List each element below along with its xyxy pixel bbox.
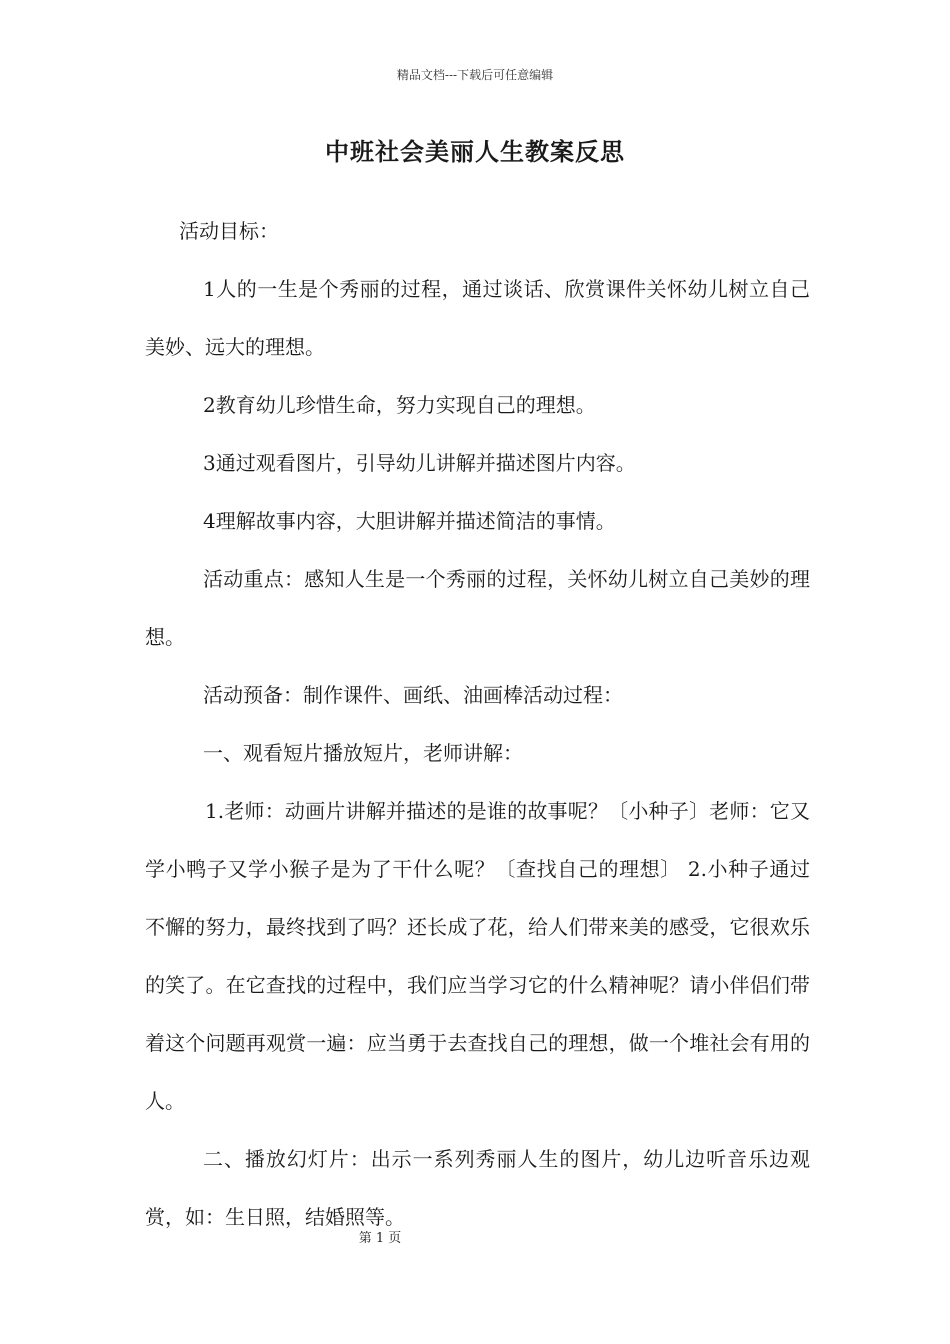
paragraph-activity-focus: 活动重点：感知人生是一个秀丽的过程，关怀幼儿树立自己美妙的理想。 xyxy=(145,567,810,649)
page-footer: 第 1 页 xyxy=(358,1231,402,1246)
paragraph-goal-4: 4理解故事内容，大胆讲解并描述简洁的事情。 xyxy=(203,509,616,533)
paragraph-teacher-dialogue: 1.老师：动画片讲解并描述的是谁的故事呢？〔小种子〕老师：它又学小鸭子又学小猴子是为了干什么呢？〔查找自己的理想〕 2.小种子通过不懈的努力，最终找到了吗？还长成了花，给人们带来美的感受，它很欢乐的笑了。在它查找的过程中，我们应当学习它的什么精神呢？请小伴侣们带着这个问题再观赏一遍：应当勇于去查找自己的理想，做一个堆社会有用的人。 xyxy=(145,799,810,1113)
paragraph-activity-goals: 活动目标： xyxy=(179,219,279,243)
paragraph-activity-prep: 活动预备：制作课件、画纸、油画棒活动过程： xyxy=(203,683,623,707)
paragraph-section-one: 一、观看短片播放短片，老师讲解： xyxy=(203,741,523,765)
paragraph-goal-1: 1人的一生是个秀丽的过程，通过谈话、欣赏课件关怀幼儿树立自己美妙、远大的理想。 xyxy=(145,277,810,359)
paragraph-goal-3: 3通过观看图片，引导幼儿讲解并描述图片内容。 xyxy=(203,451,636,475)
paragraph-goal-2: 2教育幼儿珍惜生命，努力实现自己的理想。 xyxy=(203,393,596,417)
paragraph-section-two: 二、播放幻灯片：出示一系列秀丽人生的图片，幼儿边听音乐边观赏，如：生日照，结婚照等。 xyxy=(145,1147,810,1229)
page-header: 精品文档---下载后可任意编辑 xyxy=(396,68,554,82)
document-body xyxy=(145,202,810,1246)
document-title: 中班社会美丽人生教案反思 xyxy=(325,137,625,166)
